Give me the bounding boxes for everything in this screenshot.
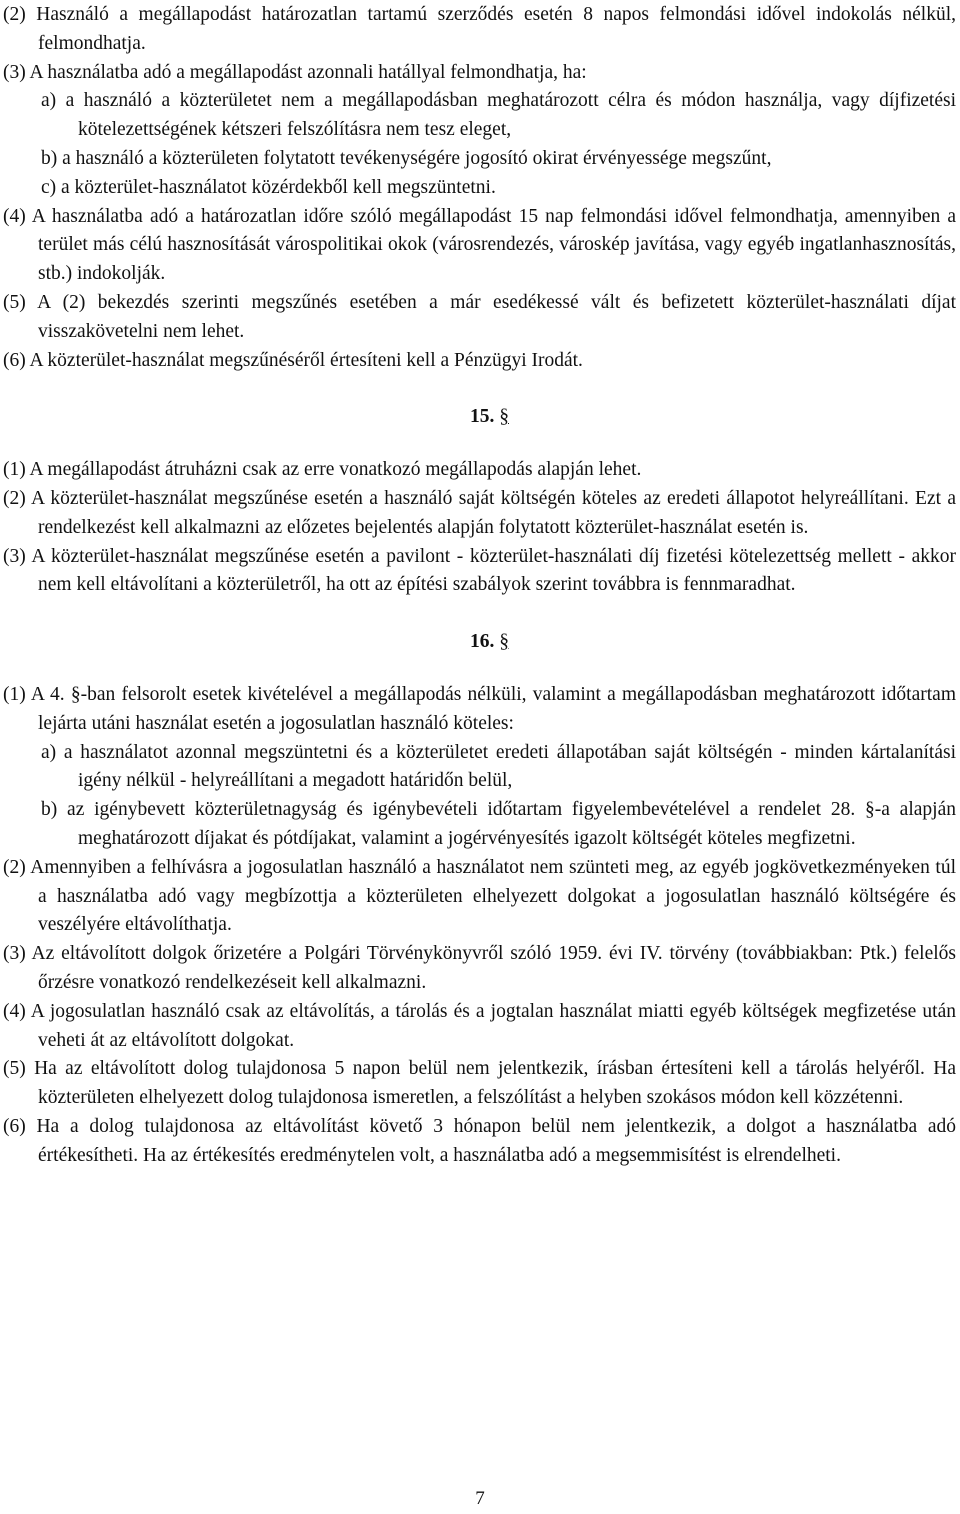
paragraph: (6) Ha a dolog tulajdonosa az eltávolítást követő 3 hónapon belül nem jelentkezik, a dolgot a használatba adó értékesítheti. Ha az értékesítés eredménytelen volt, a használatba adó a megsemmisítést is elrendelheti. bbox=[3, 1115, 956, 1166]
list-item: c) a közterület-használatot közérdekből kell megszüntetni. bbox=[41, 176, 496, 198]
document-body bbox=[3, 1, 956, 1170]
section-sign: § bbox=[499, 406, 509, 428]
paragraph: (2) A közterület-használat megszűnése esetén a használó saját költségén köteles az eredeti állapotot helyreállítani. Ezt a rendelkezést kell alkalmazni az előzetes bejelentés alapján folytatott közterület-használat esetén is. bbox=[3, 487, 956, 538]
paragraph: (2) Használó a megállapodást határozatlan tartamú szerződés esetén 8 napos felmondási idővel indokolás nélkül, felmondhatja. bbox=[3, 4, 956, 54]
page-number: 7 bbox=[475, 1488, 485, 1509]
paragraph: (3) A közterület-használat megszűnése esetén a pavilont - közterület-használati díj fizetési kötelezettség mellett - akkor nem kell eltávolítani a közterületről, ha ott az építési szabályok szerint továbbra is fennmaradhat. bbox=[3, 545, 956, 596]
paragraph: (4) A használatba adó a határozatlan időre szóló megállapodást 15 nap felmondási idővel felmondhatja, amennyiben a terület más célú hasznosítását várospolitikai okok (városrendezés, városkép javítása, vagy egyéb ingatlanhasznosítás, stb.) indokolják. bbox=[3, 205, 956, 285]
paragraph: (3) Az eltávolított dolgok őrizetére a Polgári Törvénykönyvről szóló 1959. évi IV. törvény (továbbiakban: Ptk.) felelős őrzésre vonatkozó rendelkezéseit kell alkalmazni. bbox=[3, 943, 956, 993]
paragraph: (2) Amennyiben a felhívásra a jogosulatlan használó a használatot nem szünteti meg, az egyéb jogkövetkezményeken túl a használatba adó vagy megbízottja a közterületen elhelyezett dolgokat a jogosulatlan használó költségére és veszélyére eltávolíthatja. bbox=[3, 856, 956, 936]
section-heading bbox=[3, 628, 956, 657]
list-item: b) a használó a közterületen folytatott tevékenységére jogosító okirat érvényessége megszűnt, bbox=[41, 147, 772, 169]
section-number: 15. bbox=[470, 406, 495, 428]
section-sign: § bbox=[499, 631, 509, 653]
paragraph: (5) Ha az eltávolított dolog tulajdonosa 5 napon belül nem jelentkezik, írásban értesíteni kell a tárolás helyéről. Ha közterületen elhelyezett dolog tulajdonosa ismeretlen, a felszólítást a helyben szokásos módon kell közzétenni. bbox=[3, 1058, 956, 1109]
paragraph: (4) A jogosulatlan használó csak az eltávolítás, a tárolás és a jogtalan használat miatti egyéb költségek megfizetése után veheti át az eltávolított dolgokat. bbox=[3, 1000, 956, 1051]
paragraph: (6) A közterület-használat megszűnéséről értesíteni kell a Pénzügyi Irodát. bbox=[3, 349, 583, 371]
paragraph: (1) A 4. §-ban felsorolt esetek kivételével a megállapodás nélküli, valamint a megállapodásban meghatározott időtartam lejárta utáni használat esetén a jogosulatlan használó köteles: bbox=[3, 683, 956, 734]
section-heading bbox=[3, 403, 956, 432]
list-item: a) a használatot azonnal megszüntetni és a közterületet eredeti állapotában saját költségén - minden kártalanítási igény nélkül - helyreállítani a megadott határidőn belül, bbox=[41, 741, 956, 792]
section-number: 16. bbox=[470, 631, 495, 653]
paragraph: (5) A (2) bekezdés szerinti megszűnés esetében a már esedékessé vált és befizetett közterület-használati díjat visszakövetelni nem lehet. bbox=[3, 291, 956, 342]
paragraph: (1) A megállapodást átruházni csak az erre vonatkozó megállapodás alapján lehet. bbox=[3, 459, 642, 481]
list-item: b) az igénybevett közterületnagyság és igénybevételi időtartam figyelembevételével a rendelet 28. §-a alapján meghatározott díjakat és pótdíjakat, valamint a jogérvényesítés igazolt költségét köteles megfizetni. bbox=[41, 799, 956, 849]
list-item: a) a használó a közterületet nem a megállapodásban meghatározott célra és módon használja, vagy díjfizetési kötelezettségének kétszeri felszólításra nem tesz eleget, bbox=[41, 90, 956, 141]
paragraph: (3) A használatba adó a megállapodást azonnali hatállyal felmondhatja, ha: bbox=[3, 61, 587, 83]
